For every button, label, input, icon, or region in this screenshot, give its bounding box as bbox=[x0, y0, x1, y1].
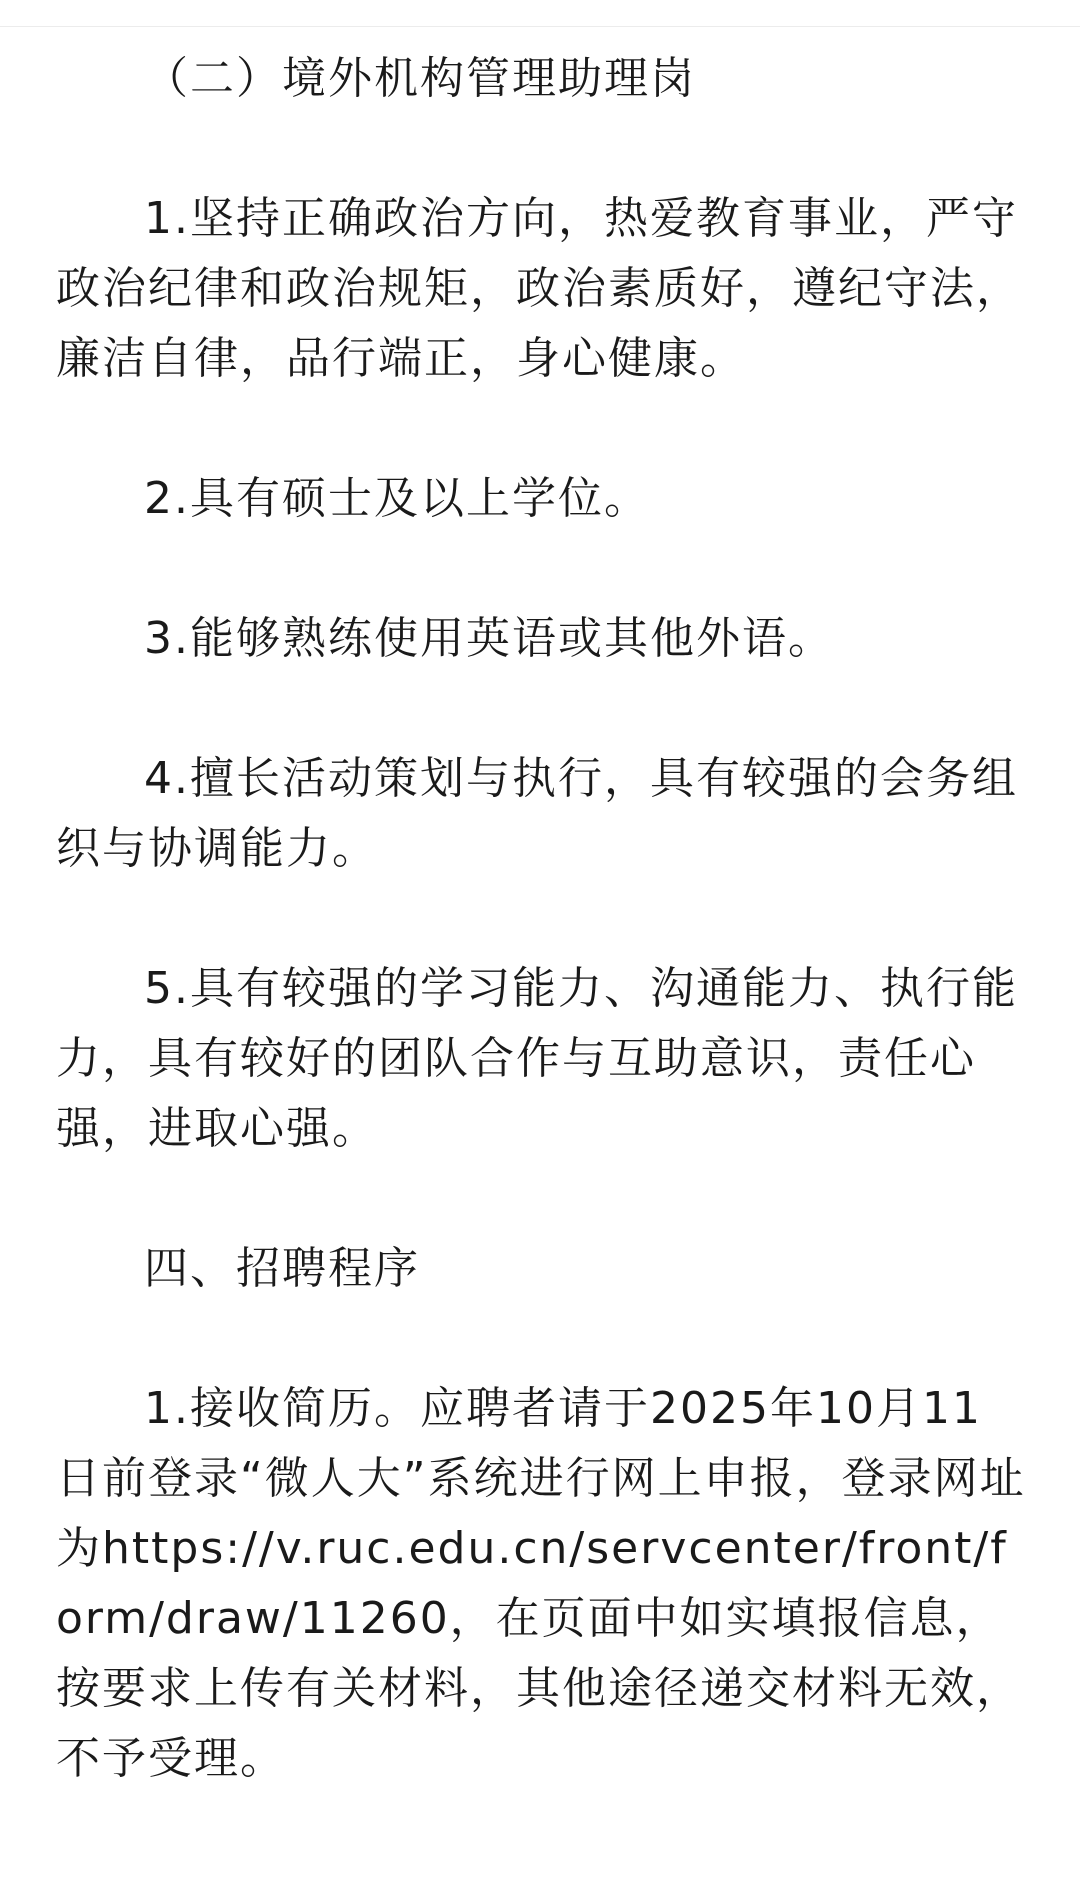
section-heading-procedure: 四、招聘程序 bbox=[144, 1243, 420, 1294]
section-heading-post: （二）境外机构管理助理岗 bbox=[144, 53, 696, 104]
requirement-3: 3.能够熟练使用英语或其他外语。 bbox=[144, 613, 834, 664]
requirement-5: 5.具有较强的学习能力、沟通能力、执行能力，具有较好的团队合作与互助意识，责任心强，进取心强。 bbox=[56, 963, 1018, 1154]
requirement-1: 1.坚持正确政治方向，热爱教育事业，严守政治纪律和政治规矩，政治素质好，遵纪守法，廉洁自律，品行端正，身心健康。 bbox=[56, 193, 1022, 384]
article-body bbox=[56, 44, 1026, 1794]
top-divider bbox=[0, 0, 1080, 27]
procedure-step-1: 1.接收简历。应聘者请于2025年10月11日前登录“微人大”系统进行网上申报，登录网址为https://v.ruc.edu.cn/servcenter/front/form/draw/11260，在页面中如实填报信息，按要求上传有关材料，其他途径递交材料无效，不予受理。 bbox=[56, 1383, 1026, 1784]
requirement-4: 4.擅长活动策划与执行，具有较强的会务组织与协调能力。 bbox=[56, 753, 1018, 874]
requirement-2: 2.具有硕士及以上学位。 bbox=[144, 473, 650, 524]
